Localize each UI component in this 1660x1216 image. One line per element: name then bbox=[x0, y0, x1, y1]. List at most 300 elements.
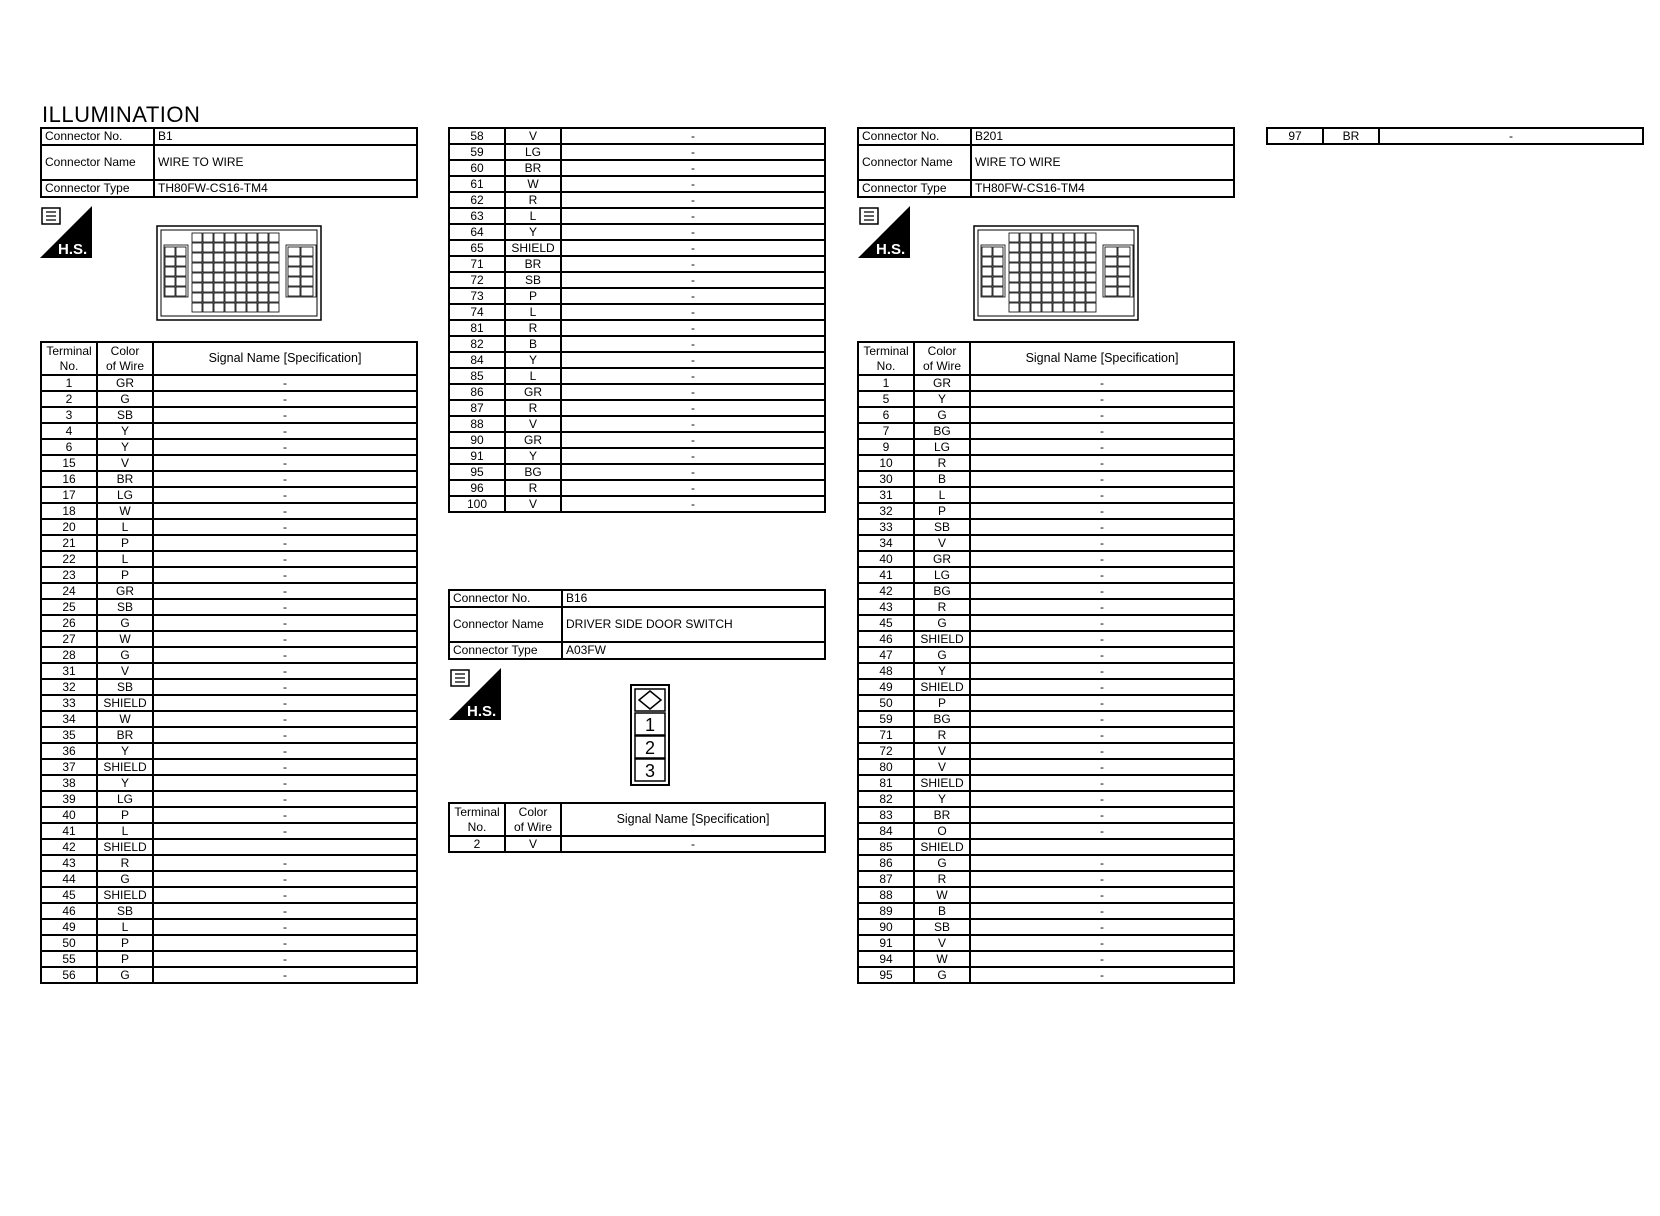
terminal-no-cell: 1 bbox=[858, 375, 914, 391]
signal-name-cell: - bbox=[561, 448, 825, 464]
hs-harness-side-icon bbox=[858, 206, 910, 258]
terminal-no-cell: 42 bbox=[858, 583, 914, 599]
terminal-row bbox=[858, 487, 1234, 503]
terminal-row bbox=[858, 631, 1234, 647]
hs-badge-text: H.S. bbox=[58, 241, 88, 258]
terminal-row bbox=[449, 144, 825, 160]
wire-color-cell: R bbox=[505, 320, 561, 336]
terminal-row bbox=[858, 871, 1234, 887]
signal-name-cell bbox=[970, 839, 1234, 855]
terminal-no-cell: 34 bbox=[858, 535, 914, 551]
signal-name-cell: - bbox=[561, 192, 825, 208]
terminal-no-cell: 40 bbox=[858, 551, 914, 567]
terminal-row bbox=[41, 551, 417, 567]
b1-terminal-table-continued bbox=[448, 127, 826, 513]
terminal-no-cell: 84 bbox=[449, 352, 505, 368]
terminal-no-cell: 5 bbox=[858, 391, 914, 407]
terminal-no-cell: 32 bbox=[41, 679, 97, 695]
terminal-no-cell: 71 bbox=[449, 256, 505, 272]
wire-color-cell: V bbox=[97, 663, 153, 679]
wire-color-cell: SHIELD bbox=[97, 695, 153, 711]
terminal-row bbox=[1267, 128, 1643, 144]
terminal-row bbox=[858, 615, 1234, 631]
signal-name-cell: - bbox=[970, 535, 1234, 551]
terminal-row bbox=[858, 791, 1234, 807]
terminal-row bbox=[858, 455, 1234, 471]
terminal-row bbox=[858, 855, 1234, 871]
signal-name-cell: - bbox=[970, 583, 1234, 599]
b201-terminal-table bbox=[857, 341, 1235, 984]
terminal-row bbox=[858, 503, 1234, 519]
wire-color-cell: L bbox=[505, 304, 561, 320]
terminal-no-cell: 28 bbox=[41, 647, 97, 663]
wire-color-cell: SHIELD bbox=[505, 240, 561, 256]
connector-type-label: Connector Type bbox=[858, 180, 971, 197]
terminal-row bbox=[41, 679, 417, 695]
terminal-row bbox=[41, 487, 417, 503]
signal-name-cell: - bbox=[153, 871, 417, 887]
terminal-no-cell: 33 bbox=[858, 519, 914, 535]
pin-1: 1 bbox=[644, 715, 656, 735]
terminal-row bbox=[41, 631, 417, 647]
terminal-no-cell: 36 bbox=[41, 743, 97, 759]
wire-color-cell: L bbox=[97, 551, 153, 567]
wire-color-cell: SB bbox=[914, 919, 970, 935]
terminal-row bbox=[41, 727, 417, 743]
wire-color-cell: Y bbox=[97, 439, 153, 455]
terminal-row bbox=[41, 695, 417, 711]
b16-connector-no: B16 bbox=[562, 590, 825, 607]
terminal-row bbox=[449, 208, 825, 224]
signal-name-cell: - bbox=[561, 432, 825, 448]
signal-name-cell: - bbox=[970, 743, 1234, 759]
terminal-row bbox=[41, 535, 417, 551]
wire-color-cell: SHIELD bbox=[914, 775, 970, 791]
terminal-row bbox=[858, 375, 1234, 391]
svg-text:H.S.: H.S. bbox=[467, 703, 497, 720]
wire-color-cell: P bbox=[97, 535, 153, 551]
wire-color-cell: W bbox=[505, 176, 561, 192]
terminal-row bbox=[858, 727, 1234, 743]
signal-name-cell: - bbox=[153, 807, 417, 823]
terminal-no-cell: 47 bbox=[858, 647, 914, 663]
b16-connector-face-diagram bbox=[630, 684, 670, 786]
terminal-row bbox=[858, 807, 1234, 823]
terminal-no-cell: 22 bbox=[41, 551, 97, 567]
wire-color-cell: SHIELD bbox=[914, 839, 970, 855]
terminal-no-cell: 86 bbox=[858, 855, 914, 871]
signal-name-cell: - bbox=[153, 455, 417, 471]
signal-name-cell: - bbox=[153, 967, 417, 983]
terminal-no-cell: 1 bbox=[41, 375, 97, 391]
wire-color-cell: Y bbox=[914, 791, 970, 807]
terminal-no-cell: 2 bbox=[449, 836, 505, 852]
signal-name-cell: - bbox=[970, 567, 1234, 583]
terminal-no-cell: 85 bbox=[449, 368, 505, 384]
wire-color-cell: W bbox=[914, 887, 970, 903]
wire-color-cell: GR bbox=[97, 583, 153, 599]
terminal-row bbox=[858, 567, 1234, 583]
signal-name-cell: - bbox=[153, 551, 417, 567]
terminal-row bbox=[858, 919, 1234, 935]
terminal-row bbox=[449, 368, 825, 384]
wire-color-cell: SB bbox=[97, 599, 153, 615]
signal-name-cell: - bbox=[561, 416, 825, 432]
terminal-no-cell: 40 bbox=[41, 807, 97, 823]
connector-no-label: Connector No. bbox=[858, 128, 971, 145]
wire-color-cell: L bbox=[97, 519, 153, 535]
b16-terminal-table bbox=[448, 802, 826, 853]
terminal-row bbox=[449, 272, 825, 288]
wire-color-cell: Y bbox=[505, 352, 561, 368]
wire-color-cell: LG bbox=[914, 567, 970, 583]
terminal-row bbox=[41, 967, 417, 983]
signal-name-cell: - bbox=[970, 615, 1234, 631]
wire-color-cell: SHIELD bbox=[97, 759, 153, 775]
page-title: ILLUMINATION bbox=[42, 102, 201, 127]
b201-connector-no: B201 bbox=[971, 128, 1234, 145]
signal-name-cell: - bbox=[970, 647, 1234, 663]
signal-name-cell: - bbox=[970, 823, 1234, 839]
terminal-no-cell: 43 bbox=[858, 599, 914, 615]
wire-color-cell: LG bbox=[97, 487, 153, 503]
terminal-row bbox=[41, 919, 417, 935]
terminal-no-cell: 74 bbox=[449, 304, 505, 320]
wire-color-cell: B bbox=[914, 471, 970, 487]
signal-name-cell: - bbox=[561, 352, 825, 368]
terminal-row bbox=[858, 679, 1234, 695]
b1-connector-type: TH80FW-CS16-TM4 bbox=[154, 180, 417, 197]
terminal-no-cell: 33 bbox=[41, 695, 97, 711]
terminal-no-cell: 85 bbox=[858, 839, 914, 855]
terminal-row bbox=[41, 887, 417, 903]
signal-name-cell: - bbox=[153, 391, 417, 407]
terminal-row bbox=[41, 935, 417, 951]
wire-color-cell: O bbox=[914, 823, 970, 839]
terminal-no-cell: 95 bbox=[858, 967, 914, 983]
wire-color-cell: Y bbox=[505, 448, 561, 464]
terminal-no-cell: 6 bbox=[858, 407, 914, 423]
wire-color-cell: P bbox=[97, 567, 153, 583]
terminal-no-cell: 62 bbox=[449, 192, 505, 208]
connector-type-label: Connector Type bbox=[41, 180, 154, 197]
signal-name-cell: - bbox=[561, 176, 825, 192]
terminal-no-cell: 88 bbox=[858, 887, 914, 903]
terminal-no-cell: 82 bbox=[858, 791, 914, 807]
color-of-wire-header: Color of Wire bbox=[914, 342, 970, 375]
terminal-row bbox=[858, 519, 1234, 535]
wire-color-cell: SHIELD bbox=[914, 679, 970, 695]
terminal-row bbox=[41, 823, 417, 839]
signal-name-cell: - bbox=[153, 519, 417, 535]
signal-name-cell: - bbox=[970, 487, 1234, 503]
signal-name-cell: - bbox=[561, 836, 825, 852]
signal-name-cell: - bbox=[561, 144, 825, 160]
signal-name-cell: - bbox=[153, 679, 417, 695]
signal-name-cell: - bbox=[970, 775, 1234, 791]
terminal-no-cell: 46 bbox=[858, 631, 914, 647]
b201-connector-type: TH80FW-CS16-TM4 bbox=[971, 180, 1234, 197]
terminal-row bbox=[41, 599, 417, 615]
wire-color-cell: L bbox=[505, 368, 561, 384]
connector-name-label: Connector Name bbox=[41, 145, 154, 180]
terminal-no-cell: 73 bbox=[449, 288, 505, 304]
connector-name-label: Connector Name bbox=[858, 145, 971, 180]
terminal-row bbox=[449, 432, 825, 448]
wire-color-cell: BR bbox=[1323, 128, 1379, 144]
signal-name-cell: - bbox=[970, 759, 1234, 775]
b1-connector-no: B1 bbox=[154, 128, 417, 145]
terminal-row bbox=[41, 423, 417, 439]
terminal-no-cell: 31 bbox=[858, 487, 914, 503]
signal-name-cell bbox=[153, 839, 417, 855]
signal-name-cell: - bbox=[153, 711, 417, 727]
wire-color-cell: LG bbox=[914, 439, 970, 455]
terminal-row bbox=[41, 503, 417, 519]
wire-color-cell: L bbox=[505, 208, 561, 224]
signal-name-cell: - bbox=[561, 128, 825, 144]
signal-name-cell: - bbox=[970, 887, 1234, 903]
wire-color-cell: SB bbox=[97, 407, 153, 423]
terminal-no-cell: 100 bbox=[449, 496, 505, 512]
terminal-row bbox=[449, 304, 825, 320]
wire-color-cell: BG bbox=[505, 464, 561, 480]
terminal-row bbox=[858, 647, 1234, 663]
terminal-row bbox=[858, 743, 1234, 759]
signal-name-cell: - bbox=[970, 919, 1234, 935]
wire-color-cell: G bbox=[914, 855, 970, 871]
wire-color-cell: LG bbox=[505, 144, 561, 160]
signal-name-cell: - bbox=[970, 599, 1234, 615]
signal-name-cell: - bbox=[153, 535, 417, 551]
wire-color-cell: V bbox=[505, 128, 561, 144]
signal-name-cell: - bbox=[561, 224, 825, 240]
terminal-no-cell: 41 bbox=[858, 567, 914, 583]
wire-color-cell: L bbox=[97, 823, 153, 839]
signal-name-cell: - bbox=[561, 256, 825, 272]
wire-color-cell: G bbox=[914, 407, 970, 423]
signal-name-cell: - bbox=[970, 631, 1234, 647]
signal-name-cell: - bbox=[970, 903, 1234, 919]
terminal-row bbox=[449, 176, 825, 192]
terminal-no-cell: 26 bbox=[41, 615, 97, 631]
wire-color-cell: W bbox=[914, 951, 970, 967]
terminal-no-header: Terminal No. bbox=[858, 342, 914, 375]
terminal-no-header: Terminal No. bbox=[41, 342, 97, 375]
wire-color-cell: V bbox=[914, 935, 970, 951]
terminal-row bbox=[858, 423, 1234, 439]
signal-name-cell: - bbox=[153, 775, 417, 791]
wire-color-cell: B bbox=[505, 336, 561, 352]
wire-color-cell: V bbox=[914, 743, 970, 759]
signal-name-cell: - bbox=[970, 423, 1234, 439]
signal-name-cell: - bbox=[561, 464, 825, 480]
terminal-row bbox=[858, 967, 1234, 983]
signal-name-cell: - bbox=[970, 871, 1234, 887]
terminal-row bbox=[858, 599, 1234, 615]
terminal-row bbox=[41, 855, 417, 871]
terminal-no-cell: 63 bbox=[449, 208, 505, 224]
b1-connector-info bbox=[40, 127, 418, 198]
terminal-row bbox=[449, 448, 825, 464]
terminal-row bbox=[858, 583, 1234, 599]
wire-color-cell: SB bbox=[505, 272, 561, 288]
wire-color-cell: Y bbox=[914, 391, 970, 407]
terminal-row bbox=[858, 951, 1234, 967]
terminal-row bbox=[41, 519, 417, 535]
terminal-row bbox=[449, 384, 825, 400]
terminal-row bbox=[449, 240, 825, 256]
terminal-row bbox=[858, 535, 1234, 551]
b16-connector-name: DRIVER SIDE DOOR SWITCH bbox=[562, 607, 825, 642]
wire-color-cell: Y bbox=[914, 663, 970, 679]
signal-name-cell: - bbox=[970, 455, 1234, 471]
signal-name-cell: - bbox=[970, 471, 1234, 487]
terminal-no-header: Terminal No. bbox=[449, 803, 505, 836]
terminal-row bbox=[41, 775, 417, 791]
terminal-no-cell: 45 bbox=[858, 615, 914, 631]
terminal-no-cell: 65 bbox=[449, 240, 505, 256]
wire-color-cell: R bbox=[914, 455, 970, 471]
terminal-row bbox=[41, 471, 417, 487]
terminal-no-cell: 96 bbox=[449, 480, 505, 496]
signal-name-cell: - bbox=[561, 368, 825, 384]
terminal-no-cell: 21 bbox=[41, 535, 97, 551]
wire-color-cell: L bbox=[97, 919, 153, 935]
terminal-row bbox=[449, 464, 825, 480]
terminal-row bbox=[449, 336, 825, 352]
terminal-no-cell: 49 bbox=[858, 679, 914, 695]
signal-name-cell: - bbox=[561, 240, 825, 256]
terminal-no-cell: 20 bbox=[41, 519, 97, 535]
pin-2: 2 bbox=[644, 738, 656, 758]
wire-color-cell: R bbox=[505, 400, 561, 416]
terminal-no-cell: 44 bbox=[41, 871, 97, 887]
terminal-no-cell: 91 bbox=[449, 448, 505, 464]
terminal-row bbox=[858, 439, 1234, 455]
signal-name-cell: - bbox=[970, 727, 1234, 743]
signal-name-cell: - bbox=[153, 823, 417, 839]
terminal-row bbox=[41, 839, 417, 855]
b1-connector-face-diagram bbox=[156, 223, 322, 323]
signal-name-cell: - bbox=[561, 304, 825, 320]
terminal-row bbox=[858, 711, 1234, 727]
wire-color-cell: BR bbox=[505, 160, 561, 176]
b201-terminal-table-continued bbox=[1266, 127, 1644, 145]
wire-color-cell: BR bbox=[914, 807, 970, 823]
wire-color-cell: BG bbox=[914, 583, 970, 599]
terminal-no-cell: 31 bbox=[41, 663, 97, 679]
terminal-row bbox=[41, 871, 417, 887]
signal-name-cell: - bbox=[970, 407, 1234, 423]
signal-name-cell: - bbox=[561, 480, 825, 496]
terminal-no-cell: 59 bbox=[449, 144, 505, 160]
signal-name-cell: - bbox=[153, 727, 417, 743]
terminal-row bbox=[449, 480, 825, 496]
terminal-no-cell: 80 bbox=[858, 759, 914, 775]
terminal-no-cell: 35 bbox=[41, 727, 97, 743]
wire-color-cell: G bbox=[97, 391, 153, 407]
wire-color-cell: LG bbox=[97, 791, 153, 807]
terminal-no-cell: 58 bbox=[449, 128, 505, 144]
wire-color-cell: BG bbox=[914, 423, 970, 439]
wire-color-cell: G bbox=[914, 967, 970, 983]
wire-color-cell: SHIELD bbox=[97, 839, 153, 855]
signal-name-cell: - bbox=[153, 791, 417, 807]
terminal-no-cell: 72 bbox=[858, 743, 914, 759]
terminal-row bbox=[858, 775, 1234, 791]
signal-name-cell: - bbox=[153, 423, 417, 439]
signal-name-cell: - bbox=[970, 951, 1234, 967]
terminal-no-cell: 87 bbox=[449, 400, 505, 416]
signal-name-cell: - bbox=[153, 439, 417, 455]
hs-harness-side-icon bbox=[40, 206, 92, 258]
signal-name-cell: - bbox=[153, 695, 417, 711]
terminal-row bbox=[41, 711, 417, 727]
terminal-row bbox=[449, 496, 825, 512]
terminal-row bbox=[449, 416, 825, 432]
wire-color-cell: W bbox=[97, 711, 153, 727]
wire-color-cell: G bbox=[97, 647, 153, 663]
terminal-no-cell: 38 bbox=[41, 775, 97, 791]
signal-name-cell: - bbox=[153, 599, 417, 615]
wire-color-cell: GR bbox=[505, 432, 561, 448]
terminal-no-cell: 50 bbox=[41, 935, 97, 951]
signal-name-cell: - bbox=[970, 855, 1234, 871]
terminal-no-cell: 42 bbox=[41, 839, 97, 855]
wire-color-cell: P bbox=[914, 695, 970, 711]
wire-color-cell: V bbox=[97, 455, 153, 471]
terminal-no-cell: 6 bbox=[41, 439, 97, 455]
terminal-row bbox=[858, 839, 1234, 855]
terminal-row bbox=[41, 391, 417, 407]
signal-name-cell: - bbox=[970, 551, 1234, 567]
terminal-row bbox=[41, 903, 417, 919]
signal-name-cell: - bbox=[970, 375, 1234, 391]
wire-color-cell: L bbox=[914, 487, 970, 503]
terminal-row bbox=[858, 823, 1234, 839]
wire-color-cell: R bbox=[914, 871, 970, 887]
terminal-row bbox=[41, 455, 417, 471]
terminal-row bbox=[41, 647, 417, 663]
terminal-no-cell: 34 bbox=[41, 711, 97, 727]
signal-name-cell: - bbox=[153, 903, 417, 919]
terminal-no-cell: 49 bbox=[41, 919, 97, 935]
signal-name-cell: - bbox=[153, 583, 417, 599]
terminal-no-cell: 64 bbox=[449, 224, 505, 240]
signal-name-cell: - bbox=[153, 759, 417, 775]
terminal-no-cell: 55 bbox=[41, 951, 97, 967]
terminal-no-cell: 71 bbox=[858, 727, 914, 743]
terminal-no-cell: 81 bbox=[449, 320, 505, 336]
terminal-no-cell: 56 bbox=[41, 967, 97, 983]
signal-name-cell: - bbox=[153, 647, 417, 663]
wire-color-cell: SB bbox=[97, 679, 153, 695]
signal-name-cell: - bbox=[153, 503, 417, 519]
terminal-no-cell: 94 bbox=[858, 951, 914, 967]
terminal-no-cell: 86 bbox=[449, 384, 505, 400]
terminal-no-cell: 27 bbox=[41, 631, 97, 647]
wire-color-cell: SB bbox=[914, 519, 970, 535]
terminal-no-cell: 25 bbox=[41, 599, 97, 615]
signal-name-cell: - bbox=[153, 615, 417, 631]
terminal-no-cell: 46 bbox=[41, 903, 97, 919]
signal-name-cell: - bbox=[561, 384, 825, 400]
signal-name-cell: - bbox=[970, 663, 1234, 679]
wire-color-cell: R bbox=[505, 480, 561, 496]
wire-color-cell: G bbox=[97, 615, 153, 631]
wire-color-cell: P bbox=[505, 288, 561, 304]
